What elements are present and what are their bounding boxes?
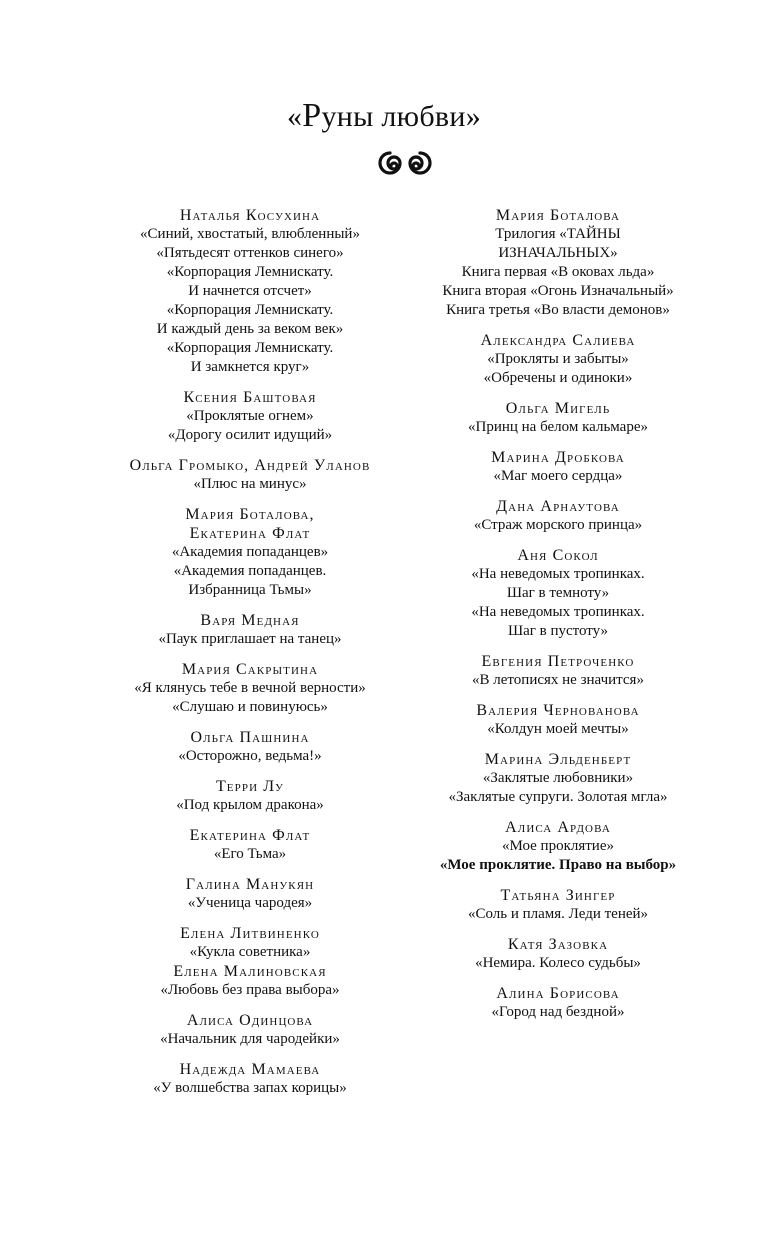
catalog-entry <box>408 546 708 641</box>
book-title: «Кукла советника» <box>189 944 311 960</box>
catalog-entry <box>100 924 400 962</box>
author-name: Марина Эльденберт <box>484 751 632 768</box>
catalog-entry <box>100 456 400 494</box>
book-title: «Соль и пламя. Леди теней» <box>467 906 649 922</box>
book-title: «Дорогу осилит идущий» <box>167 427 333 443</box>
book-title: «Принц на белом кальмаре» <box>467 419 648 435</box>
book-title: «Академия попаданцев» <box>171 544 329 560</box>
author-name: Татьяна Зингер <box>500 887 616 904</box>
catalog-entry <box>408 984 708 1022</box>
right-column <box>408 206 708 1033</box>
swirl-icon <box>374 151 436 181</box>
author-name: Мария Боталова, Екатерина Флат <box>185 506 315 542</box>
catalog-entry <box>408 818 708 875</box>
author-name: Алиса Одинцова <box>186 1012 314 1029</box>
catalog-entry <box>100 206 400 377</box>
book-title: «Я клянусь тебе в вечной верности» <box>134 680 366 696</box>
book-title: «Мое проклятие. Право на выбор» <box>439 857 677 873</box>
catalog-entry <box>408 701 708 739</box>
author-name: Надежда Мамаева <box>179 1061 321 1078</box>
title-rest: уны любви <box>321 100 466 133</box>
author-name: Варя Медная <box>200 612 300 629</box>
author-name: Евгения Петроченко <box>481 653 635 670</box>
book-title: Книга третья «Во власти демонов» <box>446 302 670 318</box>
author-name: Ольга Пашнина <box>190 729 310 746</box>
author-name: Валерия Чернованова <box>476 702 640 719</box>
catalog-entry <box>408 331 708 388</box>
book-title: «Паук приглашает на танец» <box>158 631 342 647</box>
catalog-entry <box>100 875 400 913</box>
book-title: «Обречены и одиноки» <box>483 370 633 386</box>
author-name: Елена Литвиненко <box>180 925 320 942</box>
author-name: Ксения Баштовая <box>183 389 317 406</box>
author-name: Марина Дробкова <box>491 449 625 466</box>
catalog-entry <box>100 826 400 864</box>
book-title: «Немира. Колесо судьбы» <box>475 955 641 971</box>
book-title: «В летописях не значится» <box>472 672 644 688</box>
author-name: Терри Лу <box>215 778 285 795</box>
book-title: «Осторожно, ведьма!» <box>178 748 322 764</box>
catalog-entry <box>408 750 708 807</box>
author-name: Алиса Ардова <box>505 819 611 836</box>
catalog-entry <box>408 497 708 535</box>
title-close-quote: » <box>465 100 482 133</box>
catalog-entry <box>408 935 708 973</box>
book-title: «Академия попаданцев. Избранница Тьмы» <box>173 563 327 598</box>
catalog-entry <box>408 399 708 437</box>
book-title: «Колдун моей мечты» <box>487 721 629 737</box>
title-initial: Р <box>302 97 322 134</box>
catalog-entry <box>100 728 400 766</box>
author-name: Елена Малиновская <box>173 963 327 980</box>
catalog-entry <box>100 962 400 1000</box>
author-name: Мария Боталова <box>495 207 621 224</box>
book-title: «У волшебства запах корицы» <box>153 1080 347 1096</box>
book-title: «Заклятые супруги. Золотая мгла» <box>448 789 668 805</box>
author-name: Аня Сокол <box>517 547 599 564</box>
author-name: Мария Сакрытина <box>181 661 319 678</box>
book-title: «Слушаю и повинуюсь» <box>172 699 328 715</box>
catalog-entry <box>408 448 708 486</box>
author-name: Наталья Косухина <box>179 207 321 224</box>
book-title: Трилогия «ТАЙНЫ ИЗНАЧАЛЬНЫХ» <box>495 226 621 261</box>
title-open-quote: « <box>286 100 303 133</box>
book-title: «Ученица чародея» <box>187 895 313 911</box>
catalog-entry <box>100 660 400 717</box>
book-title: «Страж морского принца» <box>473 517 643 533</box>
book-title: «Проклятые огнем» <box>186 408 314 424</box>
book-title: «Прокляты и забыты» <box>487 351 629 367</box>
author-name: Алина Борисова <box>496 985 620 1002</box>
author-name: Ольга Мигель <box>505 400 611 417</box>
book-title: «Маг моего сердца» <box>493 468 623 484</box>
catalog-entry <box>408 652 708 690</box>
catalog-entry <box>100 505 400 600</box>
book-title: «Любовь без права выбора» <box>160 982 340 998</box>
book-title: «Начальник для чародейки» <box>160 1031 340 1047</box>
author-name: Александра Салиева <box>480 332 636 349</box>
book-title: «Плюс на минус» <box>193 476 307 492</box>
book-title: Книга первая «В оковах льда» <box>461 264 655 280</box>
book-title: «Заклятые любовники» <box>482 770 634 786</box>
book-title: «Пятьдесят оттенков синего» <box>156 245 344 261</box>
page-title <box>0 98 768 135</box>
book-title: «Синий, хвостатый, влюбленный» <box>140 226 360 242</box>
catalog-entry <box>100 611 400 649</box>
author-name: Дана Арнаутова <box>496 498 620 515</box>
book-title: Книга вторая «Огонь Изначальный» <box>442 283 674 299</box>
catalog-entry <box>100 1011 400 1049</box>
catalog-entry <box>408 886 708 924</box>
catalog-entry <box>100 777 400 815</box>
book-title: «Корпорация Лемнискату. И каждый день за веком век» <box>156 302 344 337</box>
catalog-entry <box>408 206 708 320</box>
book-title: «Корпорация Лемнискату. И начнется отсчет» <box>166 264 334 299</box>
author-name: Катя Зазовка <box>507 936 609 953</box>
book-title: «Под крылом дракона» <box>176 797 324 813</box>
left-column <box>100 206 400 1109</box>
book-title: «На неведомых тропинках. Шаг в пустоту» <box>471 604 645 639</box>
book-title: «На неведомых тропинках. Шаг в темноту» <box>471 566 645 601</box>
author-name: Екатерина Флат <box>189 827 311 844</box>
author-name: Ольга Громыко, Андрей Уланов <box>129 457 371 474</box>
book-title: «Корпорация Лемнискату. И замкнется круг» <box>166 340 334 375</box>
catalog-entry <box>100 388 400 445</box>
author-name: Галина Манукян <box>185 876 315 893</box>
book-title: «Мое проклятие» <box>502 838 614 854</box>
book-title: «Город над бездной» <box>491 1004 625 1020</box>
catalog-entry <box>100 1060 400 1098</box>
book-title: «Его Тьма» <box>213 846 287 862</box>
